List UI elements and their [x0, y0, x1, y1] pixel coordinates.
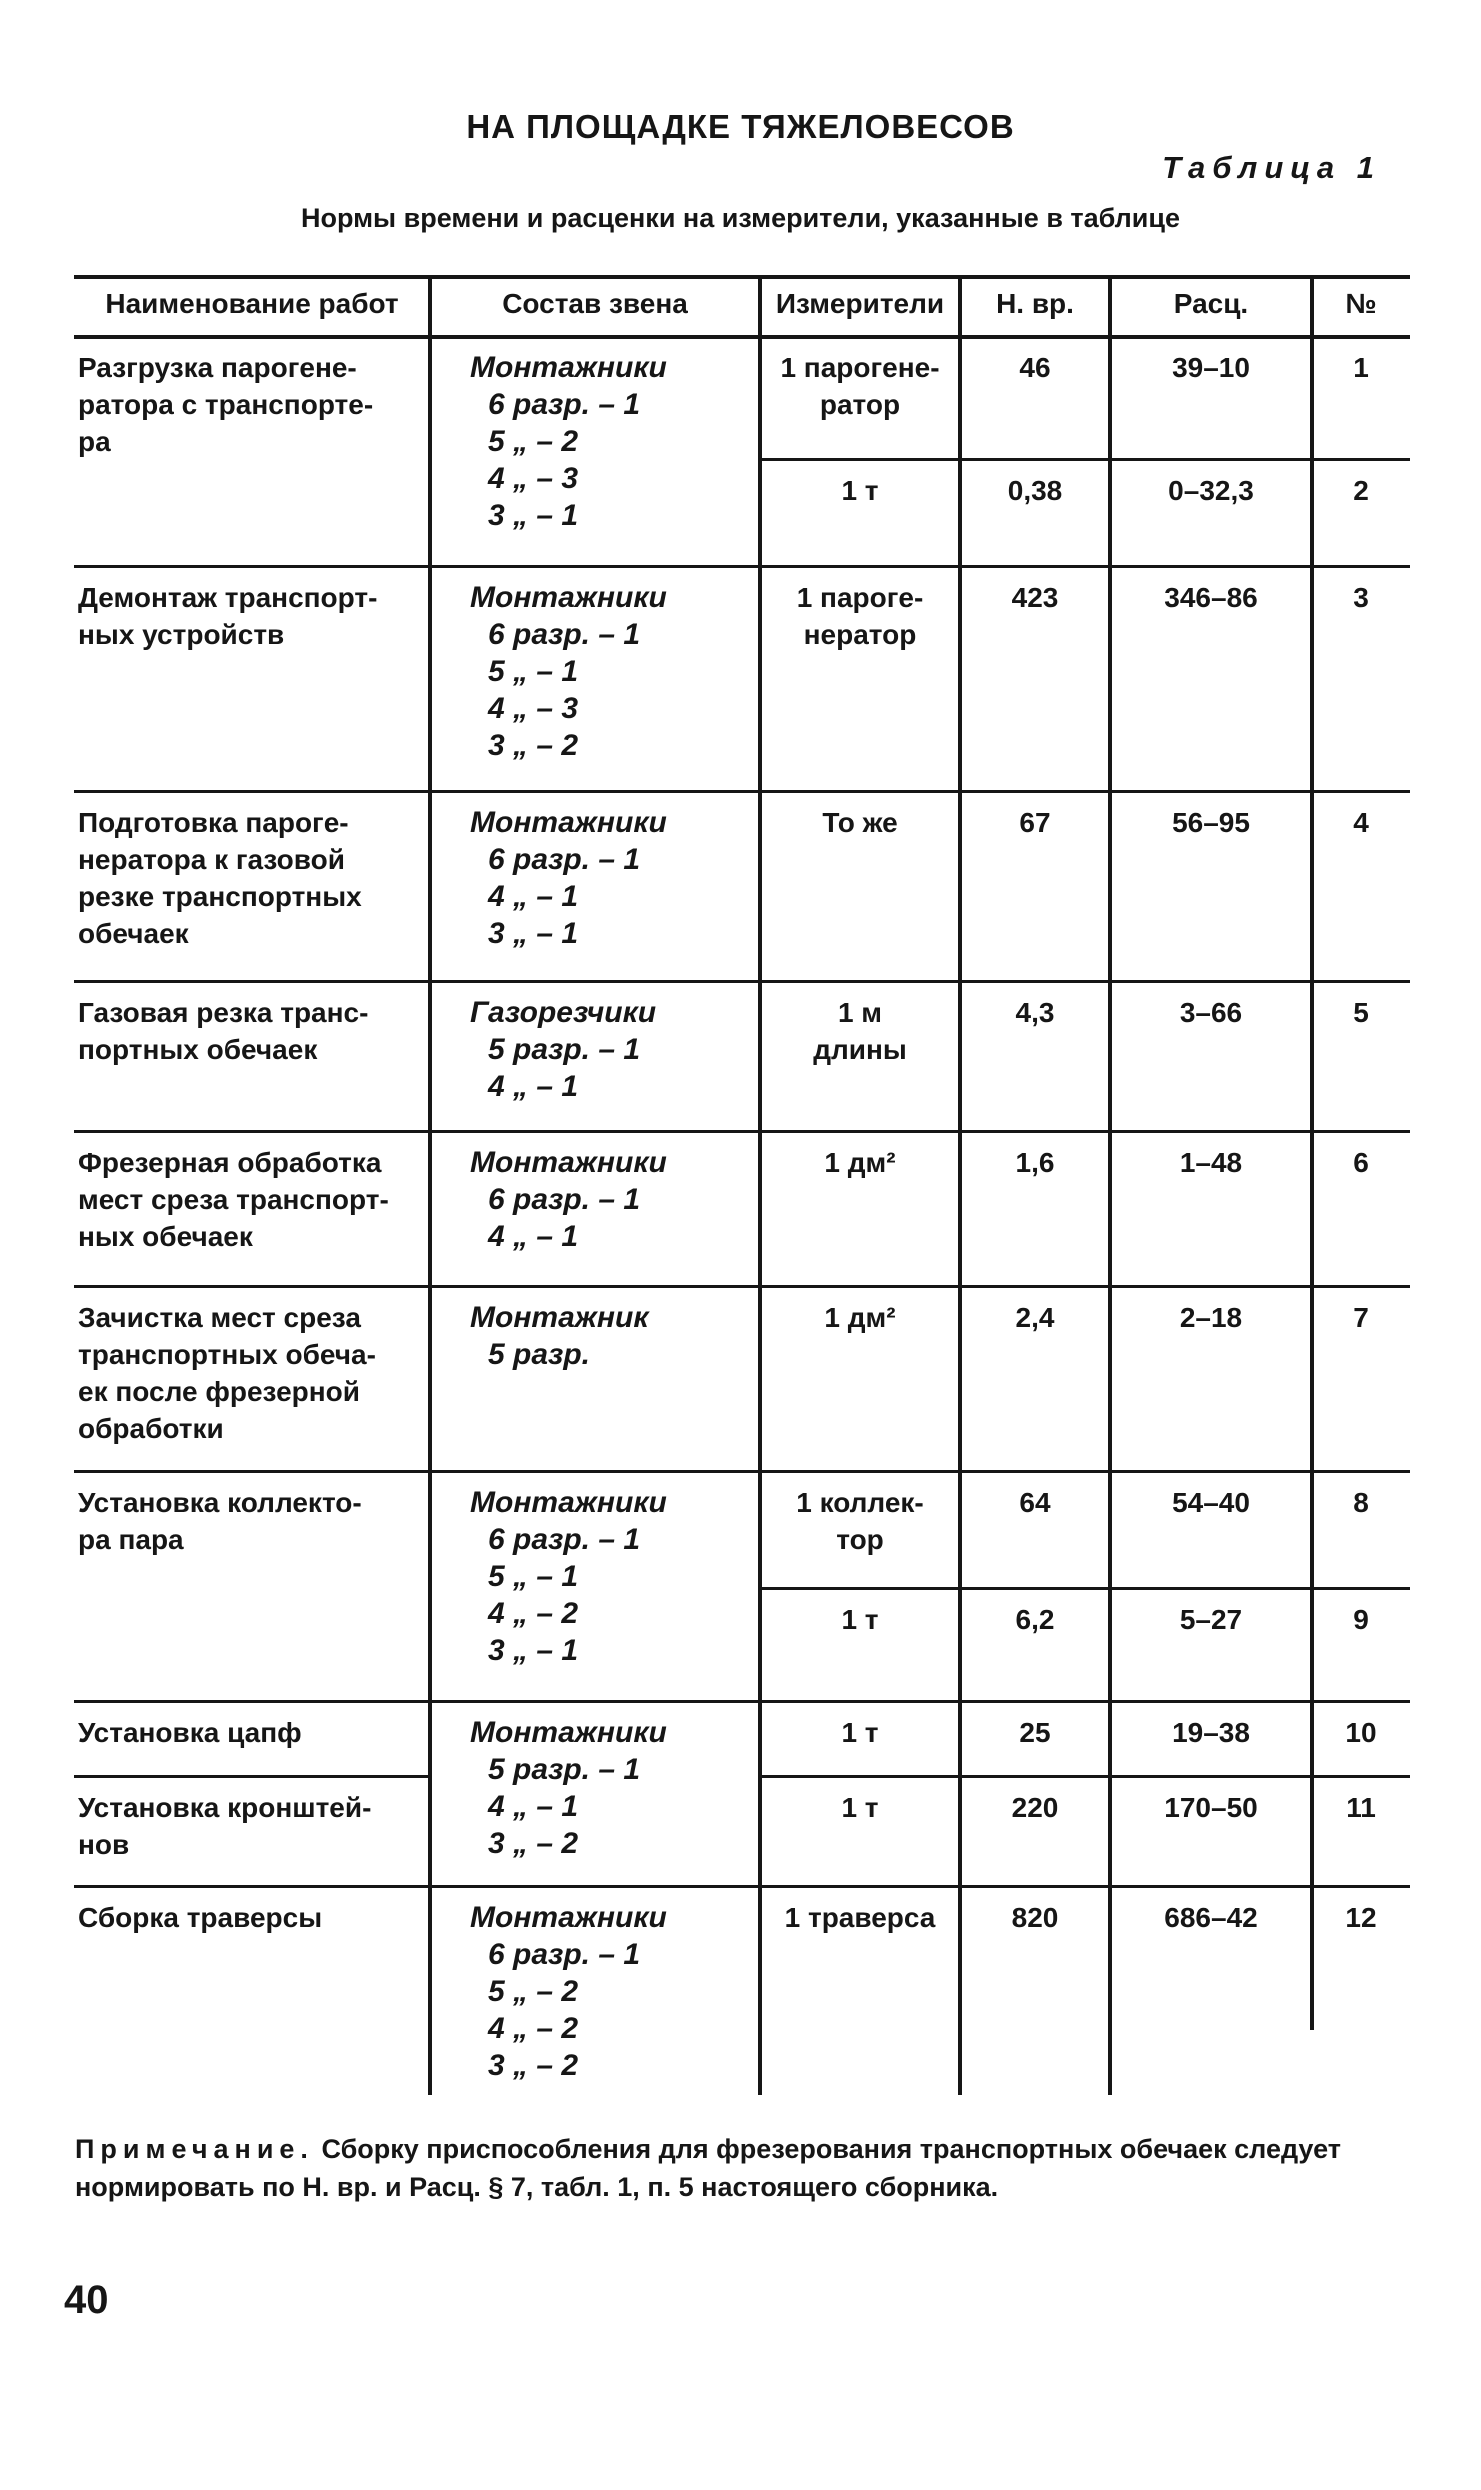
- measure-unit: [760, 1789, 960, 1826]
- measure-unit-line: 1 дм²: [824, 1147, 896, 1178]
- row-divider: [74, 1130, 1410, 1133]
- time-norm: 67: [1019, 807, 1051, 838]
- measure-unit: [760, 1601, 960, 1638]
- row-divider: [74, 1470, 1410, 1473]
- work-name-line: ра: [78, 426, 111, 457]
- table-label: Таблица 1: [1162, 150, 1381, 185]
- time-norm: 423: [1011, 582, 1059, 613]
- measure-unit: [760, 472, 960, 509]
- rate-value: 39–10: [1172, 352, 1250, 383]
- measure-unit: [760, 804, 960, 841]
- crew-line: 5 „ – 1: [488, 655, 579, 688]
- measure-unit-line: 1 т: [841, 1604, 879, 1635]
- row-divider: [74, 980, 1410, 983]
- row-divider: [74, 1700, 1410, 1703]
- page-heading: НА ПЛОЩАДКЕ ТЯЖЕЛОВЕСОВ: [466, 108, 1015, 145]
- crew-line: 5 разр.: [488, 1338, 590, 1371]
- column-header: Состав звена: [502, 288, 688, 319]
- crew-line: Газорезчики: [470, 996, 657, 1029]
- crew-line: 4 „ – 1: [488, 1790, 579, 1823]
- sub-row-divider: [760, 458, 1410, 461]
- crew-composition: [470, 1299, 730, 1373]
- measure-unit-line: То же: [822, 807, 898, 838]
- crew-line: 4 „ – 3: [488, 692, 579, 725]
- row-divider: [74, 1285, 1410, 1288]
- crew-line: 4 „ – 2: [488, 1597, 579, 1630]
- work-name: [78, 1144, 423, 1255]
- crew-composition: [470, 1144, 730, 1255]
- rate-value: 54–40: [1172, 1487, 1250, 1518]
- rate-value: 1–48: [1179, 1147, 1243, 1178]
- work-name-line: транспортных обеча-: [78, 1339, 376, 1370]
- crew-line: 5 „ – 2: [488, 1975, 579, 2008]
- crew-composition: [470, 1484, 730, 1669]
- work-name: [78, 804, 423, 952]
- table-header-rule: [74, 335, 1410, 339]
- work-name: [78, 1789, 423, 1863]
- crew-composition: [470, 1714, 730, 1862]
- work-name-line: Разгрузка парогене-: [78, 352, 357, 383]
- work-name: [78, 994, 423, 1068]
- crew-line: 5 разр. – 1: [488, 1753, 641, 1786]
- measure-unit-line: 1 траверса: [784, 1902, 936, 1933]
- footnote: [75, 2130, 1405, 2206]
- crew-line: 3 „ – 1: [488, 917, 579, 950]
- work-name-line: Фрезерная обработка: [78, 1147, 382, 1178]
- time-norm: 25: [1019, 1717, 1051, 1748]
- crew-line: Монтажники: [470, 351, 667, 384]
- work-name: [78, 349, 423, 460]
- row-number: 10: [1345, 1717, 1377, 1748]
- row-number: 9: [1353, 1604, 1369, 1635]
- measure-unit-line: 1 парогене-: [780, 352, 940, 383]
- column-header: Н. вр.: [996, 288, 1074, 319]
- time-norm: 1,6: [1015, 1147, 1055, 1178]
- sub-row-divider: [760, 1587, 1410, 1590]
- measure-unit-line: 1 пароге-: [796, 582, 924, 613]
- work-name-line: Зачистка мест среза: [78, 1302, 361, 1333]
- work-name: [78, 1299, 423, 1447]
- work-name-line: нератора к газовой: [78, 844, 345, 875]
- rate-value: 170–50: [1164, 1792, 1258, 1823]
- rate-value: 5–27: [1179, 1604, 1243, 1635]
- time-norm: 64: [1019, 1487, 1051, 1518]
- row-divider: [760, 1775, 1410, 1778]
- row-divider: [74, 1775, 430, 1778]
- rate-value: 3–66: [1179, 997, 1243, 1028]
- crew-line: 5 „ – 1: [488, 1560, 579, 1593]
- work-name: [78, 1714, 423, 1751]
- row-number: 6: [1353, 1147, 1369, 1178]
- column-header: Измерители: [775, 288, 945, 319]
- row-number: 4: [1353, 807, 1369, 838]
- work-name-line: нов: [78, 1829, 130, 1860]
- crew-line: Монтажники: [470, 1146, 667, 1179]
- measure-unit-line: 1 м: [837, 997, 883, 1028]
- work-name-line: ек после фрезерной: [78, 1376, 360, 1407]
- rate-value: 2–18: [1179, 1302, 1243, 1333]
- row-number: 12: [1345, 1902, 1377, 1933]
- column-header: Расц.: [1173, 288, 1249, 319]
- crew-composition: [470, 804, 730, 952]
- rate-value: 56–95: [1172, 807, 1250, 838]
- work-name-line: обечаек: [78, 918, 189, 949]
- column-header: №: [1345, 288, 1377, 319]
- work-name-line: Газовая резка транс-: [78, 997, 369, 1028]
- crew-line: 4 „ – 1: [488, 880, 579, 913]
- work-name-line: обработки: [78, 1413, 224, 1444]
- table-top-rule: [74, 275, 1410, 279]
- crew-line: 6 разр. – 1: [488, 843, 641, 876]
- time-norm: 6,2: [1015, 1604, 1055, 1635]
- work-name-line: мест среза транспорт-: [78, 1184, 389, 1215]
- work-name: [78, 1899, 423, 1936]
- table-caption: Нормы времени и расценки на измерители, указанные в таблице: [300, 203, 1181, 233]
- crew-line: 6 разр. – 1: [488, 1938, 641, 1971]
- row-number: 11: [1346, 1792, 1376, 1823]
- crew-line: 4 „ – 3: [488, 462, 579, 495]
- measure-unit-line: 1 т: [841, 475, 879, 506]
- row-divider: [74, 1885, 1410, 1888]
- crew-composition: [470, 579, 730, 764]
- work-name-line: Демонтаж транспорт-: [78, 582, 378, 613]
- work-name: [78, 579, 423, 653]
- rate-value: 686–42: [1164, 1902, 1258, 1933]
- work-name-line: Установка коллекто-: [78, 1487, 362, 1518]
- crew-line: 6 разр. – 1: [488, 1183, 641, 1216]
- measure-unit-line: 1 дм²: [824, 1302, 896, 1333]
- measure-unit-line: 1 т: [841, 1792, 879, 1823]
- crew-line: Монтажники: [470, 1486, 667, 1519]
- crew-line: 6 разр. – 1: [488, 618, 641, 651]
- measure-unit-line: длины: [813, 1034, 907, 1065]
- measure-unit: [760, 1299, 960, 1336]
- page-number: 40: [64, 2278, 109, 2322]
- measure-unit-line: ратор: [819, 389, 901, 420]
- time-norm: 820: [1011, 1902, 1059, 1933]
- row-number: 2: [1353, 475, 1369, 506]
- work-name-line: ных устройств: [78, 619, 285, 650]
- measure-unit-line: тор: [836, 1524, 884, 1555]
- column-header: Наименование работ: [105, 288, 399, 319]
- measure-unit: [760, 1484, 960, 1558]
- crew-line: 3 „ – 2: [488, 729, 579, 762]
- crew-line: Монтажники: [470, 1901, 667, 1934]
- crew-line: Монтажники: [470, 806, 667, 839]
- crew-line: 3 „ – 1: [488, 499, 579, 532]
- work-name-line: ра пара: [78, 1524, 184, 1555]
- column-divider: [428, 275, 432, 2095]
- work-name-line: Установка цапф: [78, 1717, 302, 1748]
- measure-unit-line: 1 коллек-: [796, 1487, 924, 1518]
- crew-composition: [470, 994, 730, 1105]
- crew-line: 4 „ – 1: [488, 1220, 579, 1253]
- measure-unit-line: нератор: [803, 619, 917, 650]
- rate-value: 346–86: [1164, 582, 1258, 613]
- measure-unit: [760, 579, 960, 653]
- row-number: 7: [1353, 1302, 1369, 1333]
- row-number: 5: [1353, 997, 1369, 1028]
- time-norm: 0,38: [1007, 475, 1063, 506]
- rate-value: 19–38: [1172, 1717, 1250, 1748]
- crew-line: 3 „ – 2: [488, 1827, 579, 1860]
- rate-value: 0–32,3: [1168, 475, 1254, 506]
- time-norm: 220: [1011, 1792, 1059, 1823]
- footnote-text: Сборку приспособления для фрезерования транспортных обечаек следует нормировать по Н. вр. и Расц. § 7, табл. 1, п. 5 настоящего сборника.: [75, 2134, 1341, 2202]
- crew-line: Монтажники: [470, 581, 667, 614]
- work-name-line: Установка кронштей-: [78, 1792, 372, 1823]
- work-name-line: ных обечаек: [78, 1221, 253, 1252]
- measure-unit: [760, 1144, 960, 1181]
- row-number: 8: [1353, 1487, 1369, 1518]
- crew-composition: [470, 1899, 730, 2084]
- measure-unit-line: 1 т: [841, 1717, 879, 1748]
- footnote-label: Примечание.: [75, 2134, 314, 2164]
- row-divider: [74, 565, 1410, 568]
- work-name-line: ратора с транспорте-: [78, 389, 374, 420]
- row-divider: [74, 790, 1410, 793]
- time-norm: 2,4: [1015, 1302, 1055, 1333]
- work-name-line: портных обечаек: [78, 1034, 318, 1065]
- crew-line: 6 разр. – 1: [488, 1523, 641, 1556]
- row-number: 3: [1353, 582, 1369, 613]
- crew-line: 5 „ – 2: [488, 425, 579, 458]
- time-norm: 46: [1019, 352, 1051, 383]
- crew-line: 4 „ – 2: [488, 2012, 579, 2045]
- work-name-line: Сборка траверсы: [78, 1902, 323, 1933]
- measure-unit: [760, 349, 960, 423]
- crew-line: 5 разр. – 1: [488, 1033, 641, 1066]
- crew-line: Монтажник: [470, 1301, 649, 1334]
- crew-line: 3 „ – 1: [488, 1634, 579, 1667]
- work-name: [78, 1484, 423, 1558]
- time-norm: 4,3: [1015, 997, 1055, 1028]
- work-name-line: Подготовка пароге-: [78, 807, 349, 838]
- crew-line: Монтажники: [470, 1716, 667, 1749]
- crew-line: 3 „ – 2: [488, 2049, 579, 2082]
- measure-unit: [760, 1714, 960, 1751]
- measure-unit: [760, 1899, 960, 1936]
- crew-composition: [470, 349, 730, 534]
- measure-unit: [760, 994, 960, 1068]
- crew-line: 4 „ – 1: [488, 1070, 579, 1103]
- work-name-line: резке транспортных: [78, 881, 362, 912]
- row-number: 1: [1353, 352, 1369, 383]
- crew-line: 6 разр. – 1: [488, 388, 641, 421]
